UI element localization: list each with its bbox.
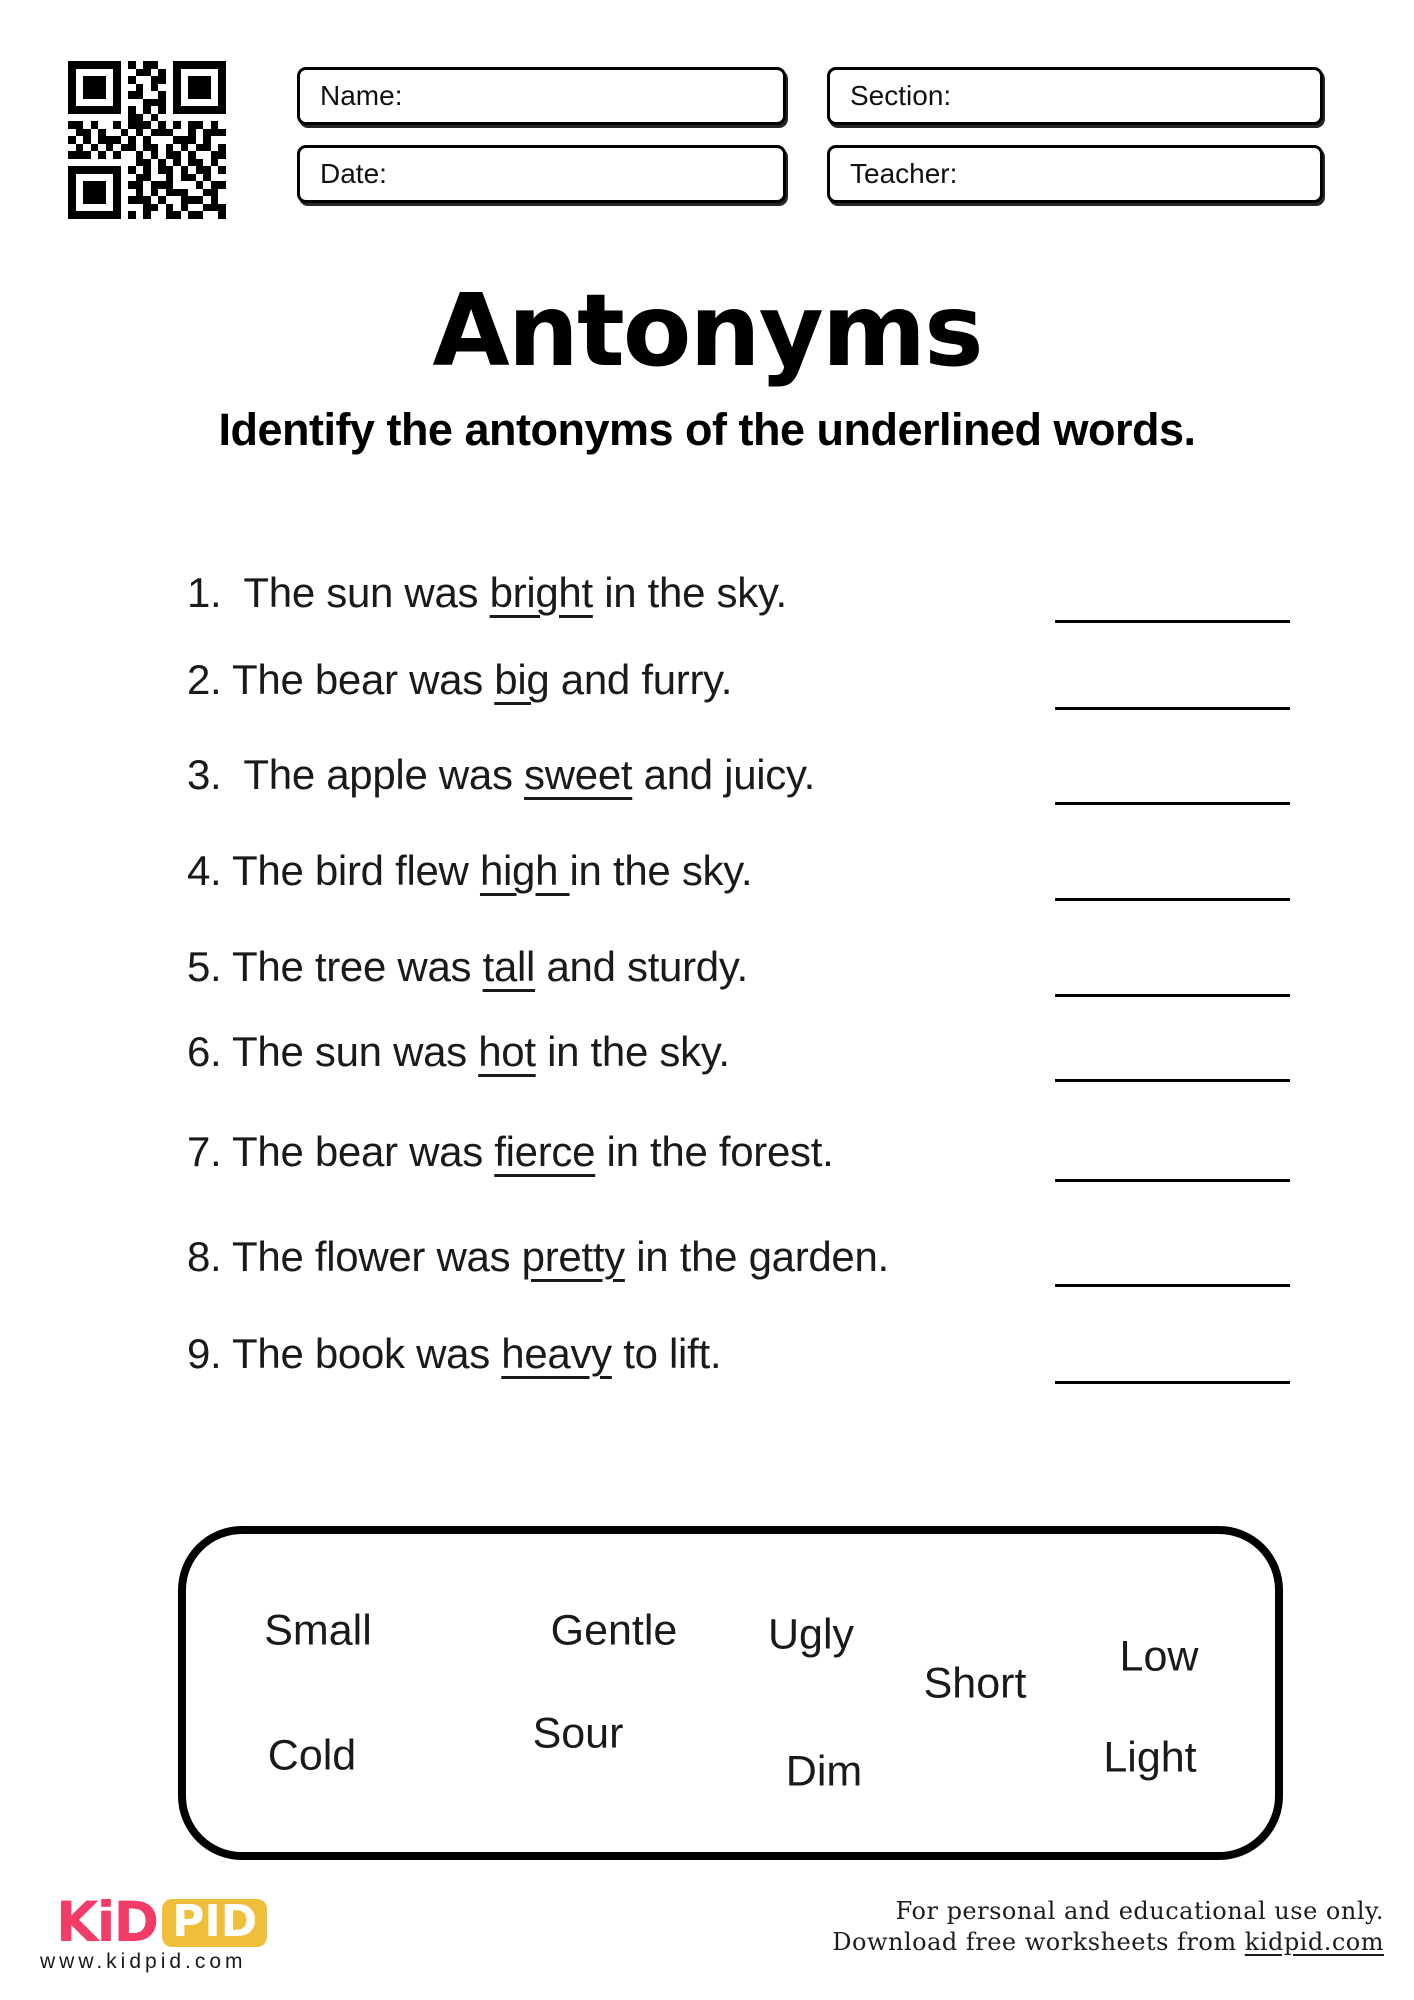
qr-code — [68, 61, 226, 219]
sentence-pre: 8. The flower was — [187, 1233, 522, 1280]
sentence-pre: 6. The sun was — [187, 1028, 479, 1075]
word-bank-item: Light — [1103, 1733, 1197, 1782]
question-sentence — [187, 1128, 833, 1176]
answer-blank[interactable] — [1055, 994, 1290, 997]
usage-note — [832, 1896, 1384, 1958]
kidpid-logo — [56, 1890, 267, 1954]
sentence-post: and sturdy. — [535, 943, 748, 990]
underlined-word: pretty — [521, 1233, 625, 1280]
teacher-field[interactable] — [827, 145, 1323, 203]
sentence-post: in the garden. — [624, 1233, 889, 1280]
question-sentence — [187, 943, 748, 991]
word-bank — [178, 1526, 1283, 1860]
page-title: Antonyms — [432, 272, 982, 389]
sentence-post: in the sky. — [569, 847, 753, 894]
answer-blank[interactable] — [1055, 1179, 1290, 1182]
question-row — [187, 847, 1290, 901]
question-row — [187, 1330, 1290, 1384]
underlined-word: sweet — [524, 751, 633, 798]
word-bank-item: Sour — [532, 1709, 624, 1758]
answer-blank[interactable] — [1055, 802, 1290, 805]
word-bank-item: Small — [264, 1606, 372, 1655]
question-sentence — [187, 569, 787, 617]
usage-note-line2-text: Download free worksheets from — [832, 1928, 1245, 1956]
question-sentence — [187, 656, 732, 704]
section-field[interactable] — [827, 67, 1323, 125]
underlined-word: hot — [478, 1028, 536, 1075]
sentence-pre: 2. The bear was — [187, 656, 495, 703]
answer-blank[interactable] — [1055, 620, 1290, 623]
date-field[interactable] — [297, 145, 786, 203]
sentence-pre: 3. The apple was — [187, 751, 525, 798]
answer-blank[interactable] — [1055, 707, 1290, 710]
question-sentence — [187, 1028, 730, 1076]
sentence-post: and furry. — [549, 656, 733, 703]
word-bank-item: Low — [1119, 1632, 1199, 1681]
question-sentence — [187, 751, 815, 799]
sentence-post: in the forest. — [595, 1128, 834, 1175]
word-bank-item: Short — [923, 1659, 1027, 1708]
question-row — [187, 751, 1290, 805]
question-row — [187, 1233, 1290, 1287]
word-bank-item: Dim — [785, 1747, 863, 1796]
logo-pid-badge — [162, 1895, 267, 1947]
kidpid-link[interactable]: kidpid.com — [1244, 1928, 1384, 1956]
name-field-label: Name: — [320, 80, 403, 111]
underlined-word: high — [479, 847, 570, 894]
question-row — [187, 656, 1290, 710]
kidpid-url[interactable]: www.kidpid.com — [40, 1950, 247, 1973]
question-row — [187, 1028, 1290, 1082]
underlined-word: bright — [489, 569, 593, 616]
underlined-word: heavy — [501, 1330, 612, 1377]
logo-kid-text: KiD — [56, 1890, 158, 1954]
answer-blank[interactable] — [1055, 1079, 1290, 1082]
underlined-word: tall — [482, 943, 536, 990]
usage-note-line2 — [832, 1927, 1384, 1958]
word-bank-item: Cold — [267, 1731, 357, 1780]
question-sentence — [187, 1233, 889, 1281]
usage-note-line1: For personal and educational use only. — [895, 1897, 1384, 1925]
question-row — [187, 943, 1290, 997]
question-sentence — [187, 847, 752, 895]
page-instructions: Identify the antonyms of the underlined words. — [218, 404, 1196, 455]
sentence-post: in the sky. — [535, 1028, 730, 1075]
question-row — [187, 1128, 1290, 1182]
sentence-pre: 1. The sun was — [187, 569, 490, 616]
date-field-label: Date: — [320, 158, 387, 189]
sentence-pre: 5. The tree was — [187, 943, 483, 990]
underlined-word: big — [494, 656, 550, 703]
sentence-post: in the sky. — [592, 569, 787, 616]
word-bank-item: Gentle — [550, 1606, 678, 1655]
underlined-word: fierce — [494, 1128, 596, 1175]
answer-blank[interactable] — [1055, 898, 1290, 901]
sentence-pre: 9. The book was — [187, 1330, 502, 1377]
sentence-pre: 4. The bird flew — [187, 847, 480, 894]
answer-blank[interactable] — [1055, 1284, 1290, 1287]
question-row — [187, 569, 1290, 623]
name-field[interactable] — [297, 67, 786, 125]
word-bank-item: Ugly — [767, 1610, 855, 1659]
question-sentence — [187, 1330, 721, 1378]
sentence-post: and juicy. — [632, 751, 815, 798]
sentence-pre: 7. The bear was — [187, 1128, 495, 1175]
sentence-post: to lift. — [611, 1330, 722, 1377]
answer-blank[interactable] — [1055, 1381, 1290, 1384]
section-field-label: Section: — [850, 80, 952, 111]
logo-pid-text: PID — [172, 1895, 258, 1947]
teacher-field-label: Teacher: — [850, 158, 958, 189]
